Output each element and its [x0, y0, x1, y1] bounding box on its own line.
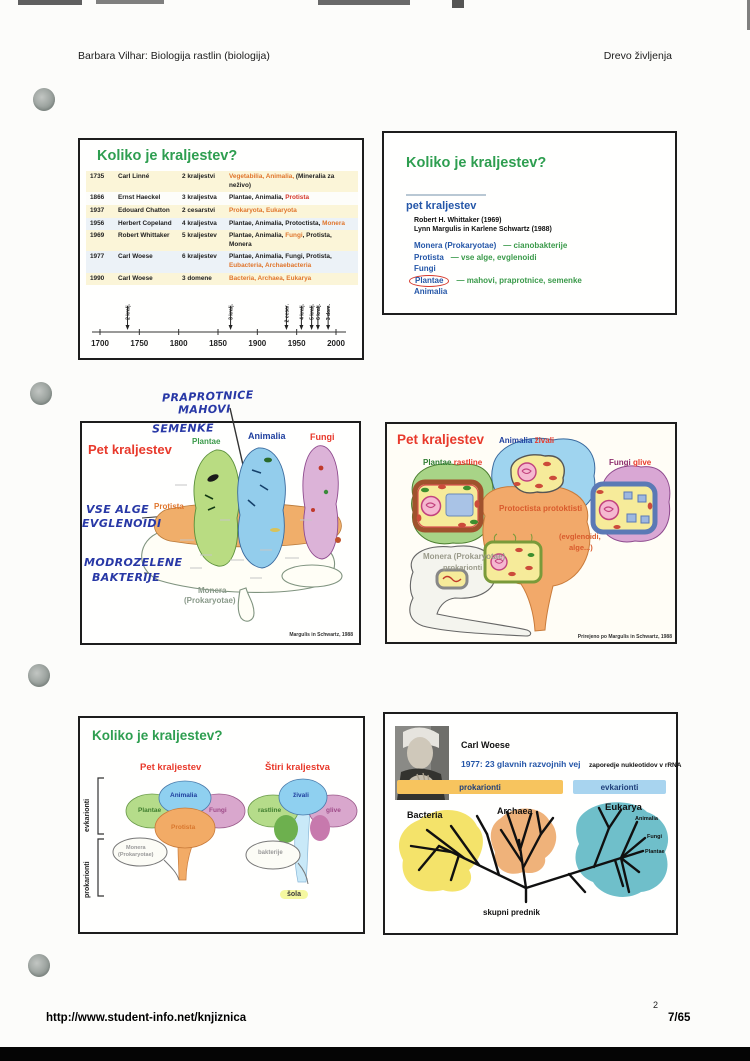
scan-artifact	[18, 0, 82, 5]
header-topic: Drevo življenja	[603, 50, 672, 62]
eukarya-label: Eukarya	[605, 802, 642, 813]
table-row: 1977 Carl Woese 6 kraljestev Plantae, Animalia, Fungi, Protista, Eubacteria, Archaebacteria	[86, 251, 358, 272]
svg-text:2000: 2000	[327, 339, 345, 348]
eukarya-branch-fungi: Fungi	[647, 834, 662, 840]
svg-text:4 kralj.: 4 kralj.	[299, 304, 306, 320]
svg-text:3 dom.: 3 dom.	[326, 304, 333, 321]
root-label: skupni prednik	[483, 908, 540, 917]
plantae-cells-label	[423, 458, 482, 467]
timeline-svg	[88, 298, 350, 354]
plantae-latin: Plantae	[423, 458, 452, 467]
scan-artifact	[96, 0, 164, 4]
scan-artifact	[318, 0, 410, 5]
svg-text:2 cesar.: 2 cesar.	[284, 304, 291, 323]
hole-punch	[33, 88, 55, 111]
kingdoms-list	[414, 241, 582, 299]
zivali-blob-label: živali	[293, 792, 309, 799]
monera-cells-label: Monera (Prokaryotae)	[423, 552, 506, 561]
fungi-latin: Fungi	[609, 458, 631, 467]
table-row: 1969 Robert Whittaker 5 kraljestev Plantae, Animalia, Fungi, Protista, Monera	[86, 230, 358, 251]
protoctista-slovene: protoktisti	[543, 504, 583, 513]
slide4-caption: Prirejeno po Margulis in Schwartz, 1988	[577, 634, 672, 640]
slide-cells-diagram	[385, 422, 677, 644]
handwritten-evglenoidi: EVGLENOIDI	[82, 517, 162, 530]
svg-text:1800: 1800	[169, 339, 188, 348]
woese-claim	[461, 754, 681, 772]
svg-text:5 kralj.: 5 kralj.	[309, 304, 316, 320]
list-item: Animalia	[414, 287, 448, 296]
axis-eukaryotes: evkarionti	[84, 798, 91, 832]
five-kingdoms-subtitle: Pet kraljestev	[140, 762, 202, 773]
monera-label2: (Prokaryotae)	[184, 596, 236, 605]
svg-text:1700: 1700	[91, 339, 109, 348]
slide-woese	[383, 712, 682, 935]
protista-blob-label: Protista	[171, 824, 196, 831]
eukarya-branch-plantae: Plantae	[645, 849, 665, 855]
monera-blob-label: Monera	[126, 845, 146, 851]
slide-compare	[78, 716, 365, 934]
eukaryotes-bar: evkarionti	[573, 780, 666, 794]
handwritten-mahovi: MAHOVI	[177, 402, 231, 417]
glive-blob-label: glive	[326, 807, 341, 814]
handwritten-vse-alge: VSE ALGE	[86, 503, 150, 516]
slide1-title: Koliko je kraljestev?	[97, 148, 238, 164]
handwritten-semenke: SEMENKE	[151, 421, 215, 436]
bakterije-blob-label: bakterije	[258, 850, 283, 856]
four-kingdoms-subtitle: Štiri kraljestva	[265, 762, 330, 773]
list-item: Fungi	[414, 264, 436, 273]
table-row: 1990 Carl Woese 3 domene Bacteria, Archaea, Eukarya	[86, 273, 358, 286]
bacteria-label: Bacteria	[407, 810, 443, 820]
monera-slovene: prokarionti	[443, 563, 483, 572]
monera-blob-label2: (Prokaryotae)	[118, 852, 154, 858]
archaea-label: Archaea	[497, 806, 533, 816]
fungi-label: Fungi	[310, 432, 335, 442]
table-row: 1866 Ernst Haeckel 3 kraljestva Plantae, Animalia, Protista	[86, 192, 358, 205]
page-number-small: 2	[653, 1000, 659, 1010]
eukarya-branch-animalia: Animalia	[635, 816, 658, 822]
woese-claim-blue: 1977: 23 glavnih razvojnih vej	[461, 759, 581, 769]
slide-five-kingdoms-list	[382, 131, 677, 315]
hole-punch	[28, 954, 50, 977]
axis-prokaryotes: prokarionti	[84, 861, 91, 898]
monera-label: Monera	[198, 586, 227, 595]
author-line: Robert H. Whittaker (1969)	[414, 217, 502, 224]
svg-text:1850: 1850	[209, 339, 227, 348]
rastline-blob-label: rastline	[258, 807, 282, 814]
slide3-title: Pet kraljestev	[88, 442, 172, 457]
page-number: 7/65	[668, 1012, 691, 1024]
protoctista-note2: alge...)	[569, 543, 593, 552]
tree-of-life-svg	[389, 798, 672, 910]
woese-claim-black: zaporedje nukleotidov v rRNA	[588, 762, 682, 769]
list-item: Plantae — mahovi, praprotnice, semenke	[414, 276, 582, 288]
table-row: 1735 Carl Linné 2 kraljestvi Vegetabilia, Animalia, (Mineralia za neživo)	[86, 171, 358, 192]
slide-margulis-wrap	[80, 390, 361, 650]
sola-badge: šola	[280, 890, 308, 899]
svg-text:6 kralj.: 6 kralj.	[315, 304, 322, 320]
hole-punch	[30, 382, 52, 405]
svg-text:3 kralj.: 3 kralj.	[228, 304, 235, 320]
slide4-title: Pet kraljestev	[397, 432, 485, 447]
compare-diagram-svg	[80, 718, 359, 928]
protoctista-cells-label	[499, 504, 582, 513]
slide2-subtitle: pet kraljestev	[406, 200, 477, 212]
prokaryotes-bar: prokarionti	[397, 780, 563, 794]
fungi-slovene: glive	[633, 458, 652, 467]
plantae-blob-label: Plantae	[138, 807, 162, 814]
footer-url: http://www.student-info.net/knjiznica	[46, 1012, 247, 1024]
cells-diagram-svg	[387, 424, 671, 638]
svg-text:2 kralj.: 2 kralj.	[125, 304, 132, 320]
svg-text:1950: 1950	[287, 339, 306, 348]
svg-text:1750: 1750	[130, 339, 149, 348]
protoctista-note1: (evglenoidi,	[559, 532, 601, 541]
fungi-blob-label: Fungi	[209, 807, 227, 814]
plantae-slovene: rastline	[453, 458, 483, 467]
animalia-latin: Animalia	[499, 436, 533, 445]
animalia-blob-label: Animalia	[170, 792, 198, 799]
slide2-title: Koliko je kraljestev?	[406, 155, 547, 171]
slide-kingdom-table	[78, 138, 364, 360]
header-author: Barbara Vilhar: Biologija rastlin (biologija)	[78, 50, 270, 62]
handwritten-praprotnice: PRAPROTNICE	[161, 388, 254, 405]
table-row: 1956 Herbert Copeland 4 kraljestva Plantae, Animalia, Protoctista, Monera	[86, 218, 358, 231]
fungi-cells-label	[609, 458, 651, 467]
protoctista-latin: Protoctista	[499, 504, 541, 513]
handwritten-bakterije: BAKTERIJE	[92, 571, 161, 584]
animalia-slovene: živali	[534, 436, 555, 445]
handwritten-modrozelene: MODROZELENE	[84, 556, 183, 569]
woese-name: Carl Woese	[461, 740, 510, 750]
author-line: Lynn Margulis in Karlene Schwartz (1988)	[414, 226, 552, 233]
table-row: 1937 Edouard Chatton 2 cesarstvi Prokaryota, Eukaryota	[86, 205, 358, 218]
list-item: Monera (Prokaryotae) — cianobakterije	[414, 241, 568, 250]
divider	[406, 194, 486, 196]
kingdom-table-rows	[86, 171, 358, 285]
svg-text:1900: 1900	[248, 339, 267, 348]
list-item: Protista — vse alge, evglenoidi	[414, 252, 537, 262]
slide5-title: Koliko je kraljestev?	[92, 728, 223, 743]
animalia-label: Animalia	[248, 431, 286, 441]
plantae-label: Plantae	[192, 437, 221, 446]
animalia-cells-label	[499, 436, 554, 445]
hole-punch	[28, 664, 50, 687]
scan-bottom-bar	[0, 1047, 750, 1061]
protista-label: Protista	[154, 502, 184, 511]
slide3-caption: Margulis in Schwartz, 1988	[289, 632, 353, 638]
scan-artifact	[452, 0, 464, 8]
